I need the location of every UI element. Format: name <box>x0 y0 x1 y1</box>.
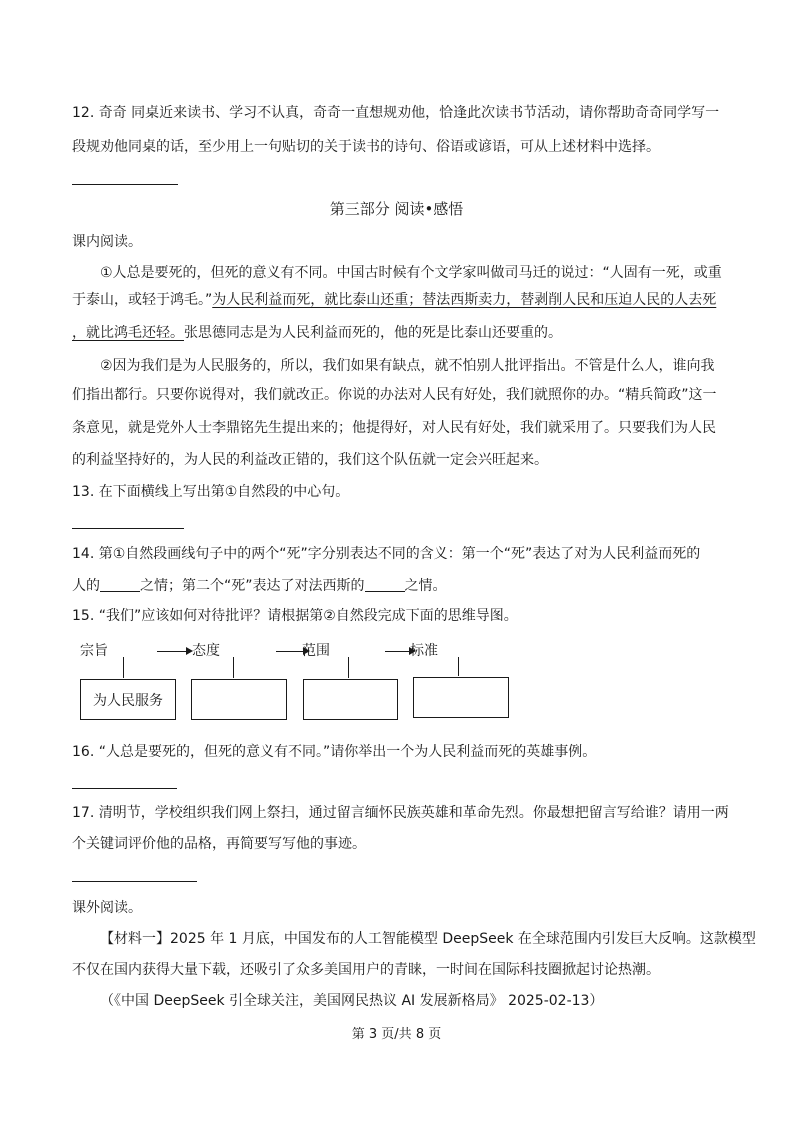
inclass-p1-underlined-2: ，就比鸿毛还轻。 <box>72 325 184 341</box>
mindmap-box-zongzhi-text: 为人民服务 <box>93 692 163 709</box>
mindmap-box-taidu[interactable] <box>191 679 287 720</box>
outclass-label: 课外阅读。 <box>72 900 142 916</box>
mindmap-label-fanwei: 范围 <box>302 643 330 659</box>
page-number: 第 3 页/共 8 页 <box>351 1027 442 1042</box>
connector-2 <box>233 657 234 678</box>
inclass-p1-line2 <box>72 290 716 310</box>
mindmap-label-biaozhun: 标准 <box>410 643 438 659</box>
q14-text-c: 之情。 <box>404 578 447 594</box>
q14-text-a: 人的 <box>72 578 100 594</box>
material1-line2: 不仅在国内获得大量下载，还吸引了众多美国用户的青睐，一时间在国际科技圈掀起讨论热潮。 <box>72 962 660 978</box>
q15-prompt: 15. “我们”应该如何对待批评？请根据第②自然段完成下面的思维导图。 <box>72 608 518 624</box>
q17-answer-line[interactable] <box>72 881 197 882</box>
inclass-p1-line2-plain: 于泰山，或轻于鸿毛。” <box>72 292 213 308</box>
material1-source: （《中国 DeepSeek 引全球关注，美国网民热议 AI 发展新格局》 2025-02-13） <box>100 993 604 1009</box>
q12-answer-line[interactable] <box>72 184 178 185</box>
arrow-line-3 <box>385 651 412 652</box>
connector-3 <box>348 657 349 678</box>
q16-prompt: 16. “人总是要死的，但死的意义有不同。”请你举出一个为人民利益而死的英雄事例。 <box>72 744 597 760</box>
mindmap-label-taidu: 态度 <box>192 643 220 659</box>
inclass-p1-underlined-1: 为人民利益而死，就比泰山还重；替法西斯卖力，替剥削人民和压迫人民的人去死 <box>212 292 717 308</box>
inclass-p1-line1: ①人总是要死的，但死的意义有不同。中国古时候有个文学家叫做司马迁的说过：“人固有一死，或重 <box>100 265 722 281</box>
arrow-head-3 <box>409 647 416 655</box>
inclass-p2-line3: 条意见，就是党外人士李鼎铭先生提出来的；他提得好，对人民有好处，我们就采用了。只要我们为人民 <box>72 420 716 436</box>
q13-prompt: 13. 在下面横线上写出第①自然段的中心句。 <box>72 484 350 500</box>
material1-line1: 【材料一】2025 年 1 月底，中国发布的人工智能模型 DeepSeek 在全球范围内引发巨大反响。这款模型 <box>100 931 756 947</box>
q14-blank-1[interactable] <box>100 577 140 592</box>
arrow-line-1 <box>157 651 189 652</box>
part3-title: 第三部分 阅读•感悟 <box>329 200 464 218</box>
q14-line2 <box>72 576 447 596</box>
mindmap-label-zongzhi: 宗旨 <box>80 643 108 659</box>
connector-1 <box>123 657 124 678</box>
inclass-p2-line2: 们指出都行。只要你说得对，我们就改正。你说的办法对人民有好处，我们就照你的办。“精兵简政”这一 <box>72 387 717 403</box>
inclass-p1-line3 <box>72 323 562 343</box>
mindmap-box-biaozhun[interactable] <box>413 677 509 718</box>
inclass-p2-line1: ②因为我们是为人民服务的，所以，我们如果有缺点，就不怕别人批评指出。不管是什么人，谁向我 <box>100 358 715 374</box>
q12-line2: 段规劝他同桌的话，至少用上一句贴切的关于读书的诗句、俗语或谚语，可从上述材料中选择。 <box>72 139 660 155</box>
q12-line1: 12. 奇奇 同桌近来读书、学习不认真，奇奇一直想规劝他，恰逢此次读书节活动，请你帮助奇奇同学写一 <box>72 105 720 121</box>
q16-answer-line[interactable] <box>72 788 177 789</box>
mindmap-box-fanwei[interactable] <box>303 679 398 720</box>
q14-text-b: 之情；第二个“死”表达了对法西斯的 <box>140 578 365 594</box>
inclass-label: 课内阅读。 <box>72 234 142 250</box>
q17-line2: 个关键词评价他的品格，再简要写写他的事迹。 <box>72 836 366 852</box>
arrow-line-2 <box>276 651 306 652</box>
inclass-p2-line4: 的利益坚持好的，为人民的利益改正错的，我们这个队伍就一定会兴旺起来。 <box>72 452 548 468</box>
inclass-p1-line3-plain: 张思德同志是为人民利益而死的，他的死是比泰山还要重的。 <box>184 325 562 341</box>
arrow-head-1 <box>186 647 193 655</box>
mindmap-box-zongzhi <box>80 679 176 720</box>
q14-blank-2[interactable] <box>365 577 405 592</box>
arrow-head-2 <box>303 647 310 655</box>
q14-line1: 14. 第①自然段画线句子中的两个“死”字分别表达不同的含义：第一个“死”表达了对为人民利益而死的 <box>72 546 701 562</box>
q13-answer-line[interactable] <box>72 528 184 529</box>
connector-4 <box>458 657 459 676</box>
q17-line1: 17. 清明节，学校组织我们网上祭扫，通过留言缅怀民族英雄和革命先烈。你最想把留言写给谁？请用一两 <box>72 805 729 821</box>
